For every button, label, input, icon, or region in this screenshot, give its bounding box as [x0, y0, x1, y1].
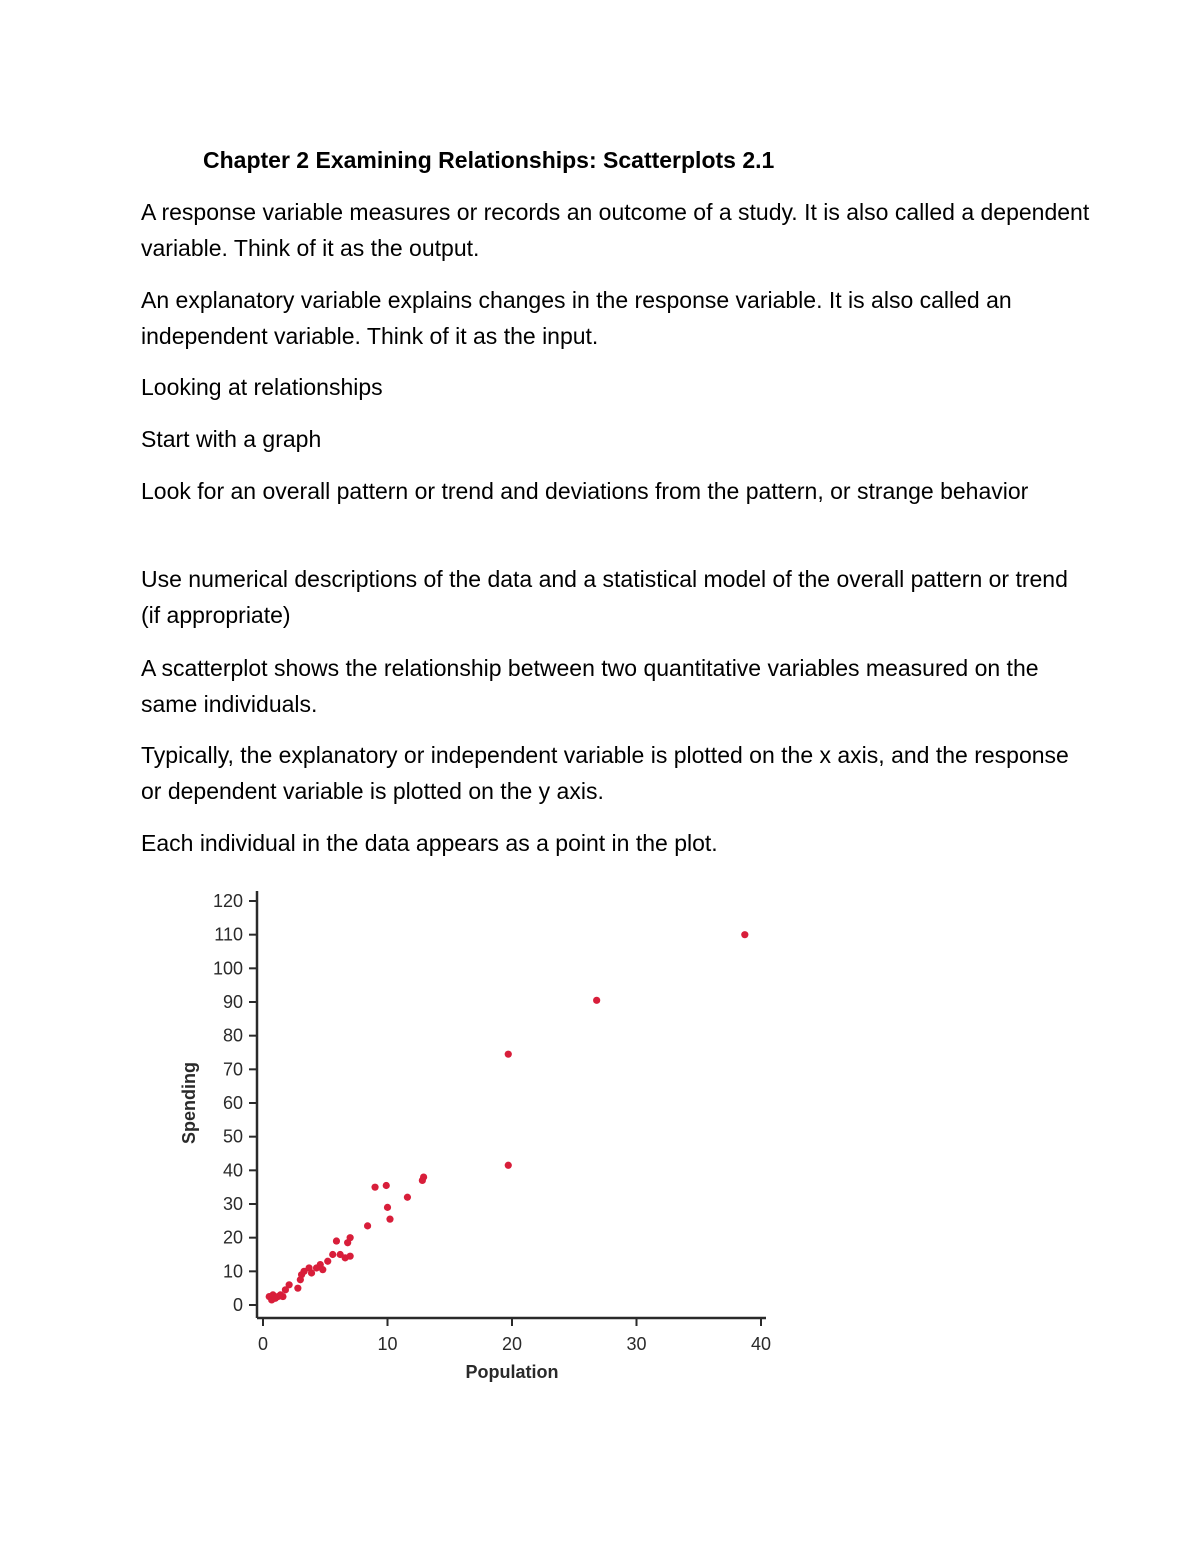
- paragraph-looking-at-relationships: Looking at relationships: [141, 374, 383, 400]
- paragraph-start-with-graph: Start with a graph: [141, 426, 322, 452]
- paragraph-axes-convention: Typically, the explanatory or independent variable is plotted on the x axis, and the response or dependent variable is plotted on the y axis.: [141, 742, 1069, 804]
- data-point: [505, 1051, 512, 1058]
- y-tick-label: 110: [214, 924, 243, 945]
- x-tick-label: 40: [750, 1334, 772, 1354]
- page-title: Chapter 2 Examining Relationships: Scatterplots 2.1: [203, 147, 775, 173]
- paragraph-scatterplot-definition: A scatterplot shows the relationship between two quantitative variables measured on the same individuals.: [141, 655, 1039, 717]
- y-tick-label: 100: [212, 958, 243, 979]
- data-point: [371, 1184, 378, 1191]
- y-tick-label: 20: [222, 1227, 243, 1248]
- data-point: [286, 1281, 293, 1288]
- paragraph-each-individual: Each individual in the data appears as a point in the plot.: [141, 830, 718, 856]
- paragraph-response-variable: A response variable measures or records an outcome of a study. It is also called a dependent variable. Think of it as the output.: [141, 199, 1090, 261]
- paragraph-overall-pattern: Look for an overall pattern or trend and deviations from the pattern, or strange behavior: [141, 478, 1029, 504]
- paragraph-explanatory-variable: An explanatory variable explains changes in the response variable. It is also called an independent variable. Think of it as the input.: [141, 287, 1012, 349]
- data-point: [593, 997, 600, 1004]
- x-tick-label: 0: [257, 1334, 269, 1354]
- data-point: [347, 1234, 354, 1241]
- y-tick-label: 0: [232, 1295, 243, 1315]
- scatterplot-chart: [160, 875, 800, 1395]
- data-point: [505, 1162, 512, 1169]
- data-point: [404, 1194, 411, 1201]
- data-point: [319, 1266, 326, 1273]
- y-tick-label: 60: [222, 1093, 243, 1113]
- data-point: [329, 1251, 336, 1258]
- y-tick-label: 90: [222, 992, 243, 1012]
- data-point: [384, 1204, 391, 1211]
- data-point: [294, 1285, 301, 1292]
- data-point: [364, 1222, 371, 1229]
- data-point: [741, 931, 748, 938]
- data-point: [333, 1237, 340, 1244]
- data-point: [279, 1293, 286, 1300]
- data-point: [324, 1258, 331, 1265]
- y-axis-title: Spending: [179, 1062, 199, 1144]
- data-point: [386, 1216, 393, 1223]
- x-axis-title: Population: [465, 1362, 559, 1382]
- y-tick-label: 50: [222, 1126, 243, 1147]
- data-point: [383, 1182, 390, 1189]
- y-axis: [213, 891, 257, 1318]
- y-tick-label: 70: [222, 1059, 243, 1080]
- data-points: [266, 931, 749, 1303]
- x-axis: [257, 1318, 771, 1354]
- y-tick-label: 80: [222, 1025, 243, 1046]
- y-tick-label: 120: [212, 891, 243, 911]
- paragraph-numerical-descriptions: Use numerical descriptions of the data and a statistical model of the overall pattern or trend (if appropriate): [141, 566, 1068, 628]
- y-tick-label: 30: [222, 1194, 243, 1214]
- y-tick-label: 40: [222, 1160, 243, 1181]
- y-tick-label: 10: [222, 1261, 243, 1282]
- x-tick-label: 20: [501, 1334, 523, 1354]
- x-tick-label: 30: [626, 1334, 647, 1354]
- data-point: [420, 1173, 427, 1180]
- data-point: [347, 1253, 354, 1260]
- x-tick-label: 10: [377, 1334, 398, 1354]
